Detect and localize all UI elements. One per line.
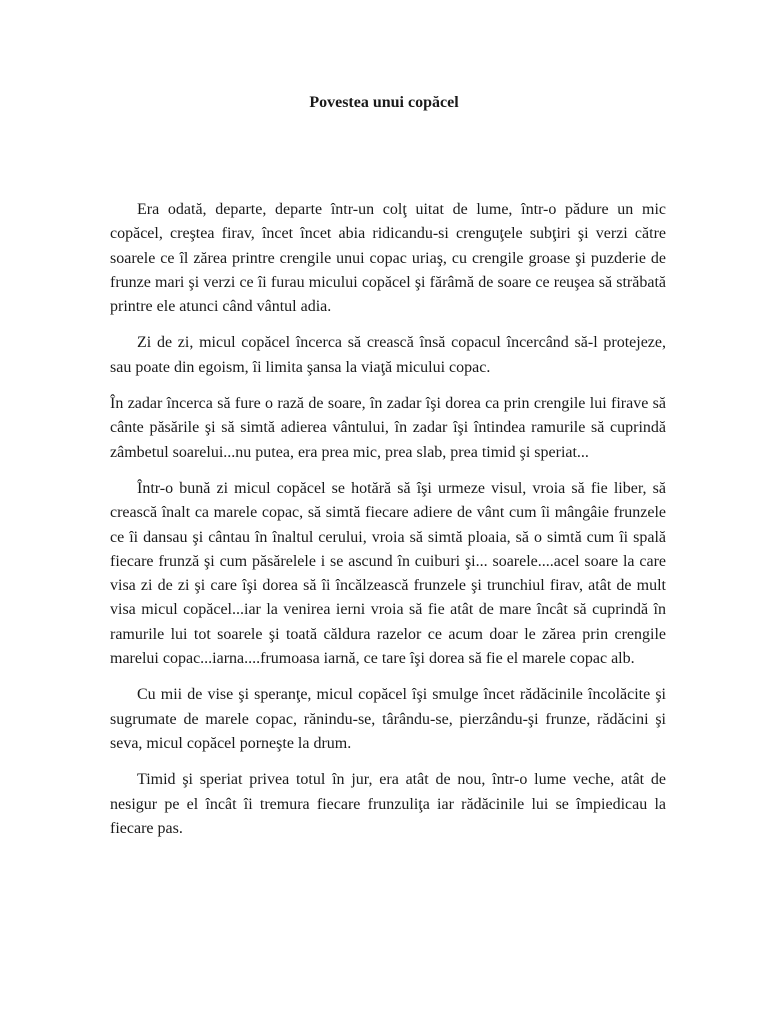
paragraph: Timid şi speriat privea totul în jur, era atât de nou, într-o lume veche, atât de nesigur pe el încât îi tremura fiecare frunzuliţa iar rădăcinile lui se împiedicau la fiecare pas. [110, 771, 666, 837]
paragraph: În zadar încerca să fure o rază de soare, în zadar îşi dorea ca prin crengile lui firave să cânte păsările şi să simtă adierea vântului, în zadar îşi întindea ramurile să cuprindă zâmbetul soarelui...nu putea, era prea mic, prea slab, prea timid şi speriat... [110, 395, 666, 461]
paragraph: Era odată, departe, departe într-un colţ uitat de lume, într-o pădure un mic copăcel, creştea firav, încet încet abia ridicandu-si crenguţele subţiri şi verzi către soarele ce îl zărea printre crengile unui copac uriaş, cu crengile groase şi puzderie de frunze mari şi verzi ce îi furau micului copăcel şi fărâmă de soare ce reuşea să străbată printre ele atunci când vântul adia. [110, 201, 666, 316]
paragraph: Zi de zi, micul copăcel încerca să crească însă copacul încercând să-l protejeze, sau poate din egoism, îi limita şansa la viaţă micului copac. [110, 334, 666, 376]
paragraph: Cu mii de vise şi speranţe, micul copăcel îşi smulge încet rădăcinile încolăcite şi sugrumate de marele copac, rănindu-se, târându-se, pierzându-şi frunze, rădăcini şi seva, micul copăcel porneşte la drum. [110, 686, 666, 752]
paragraph: Într-o bună zi micul copăcel se hotără să îşi urmeze visul, vroia să fie liber, să crească înalt ca marele copac, să simtă fiecare adiere de vânt cum îi mângâie frunzele ce îi dansau şi cântau în înaltul cerului, vroia să simtă ploaia, să o simtă cum îi spală fiecare frunză şi cum păsărelele i se ascund în cuiburi şi... soarele....acel soare la care visa zi de zi şi care îşi dorea să îi încălzească frunzele şi trunchiul firav, atât de mult visa micul copăcel...iar la venirea ierni vroia să fie atât de mare încât să cuprindă în ramurile lui tot soarele şi toată căldura razelor ce acum doar le zărea prin crengile marelui copac...iarna....frumoasa iarnă, ce tare îşi dorea să fie el marele copac alb. [110, 479, 666, 668]
document-title: Povestea unui copăcel [309, 94, 459, 111]
document-body [110, 198, 666, 853]
